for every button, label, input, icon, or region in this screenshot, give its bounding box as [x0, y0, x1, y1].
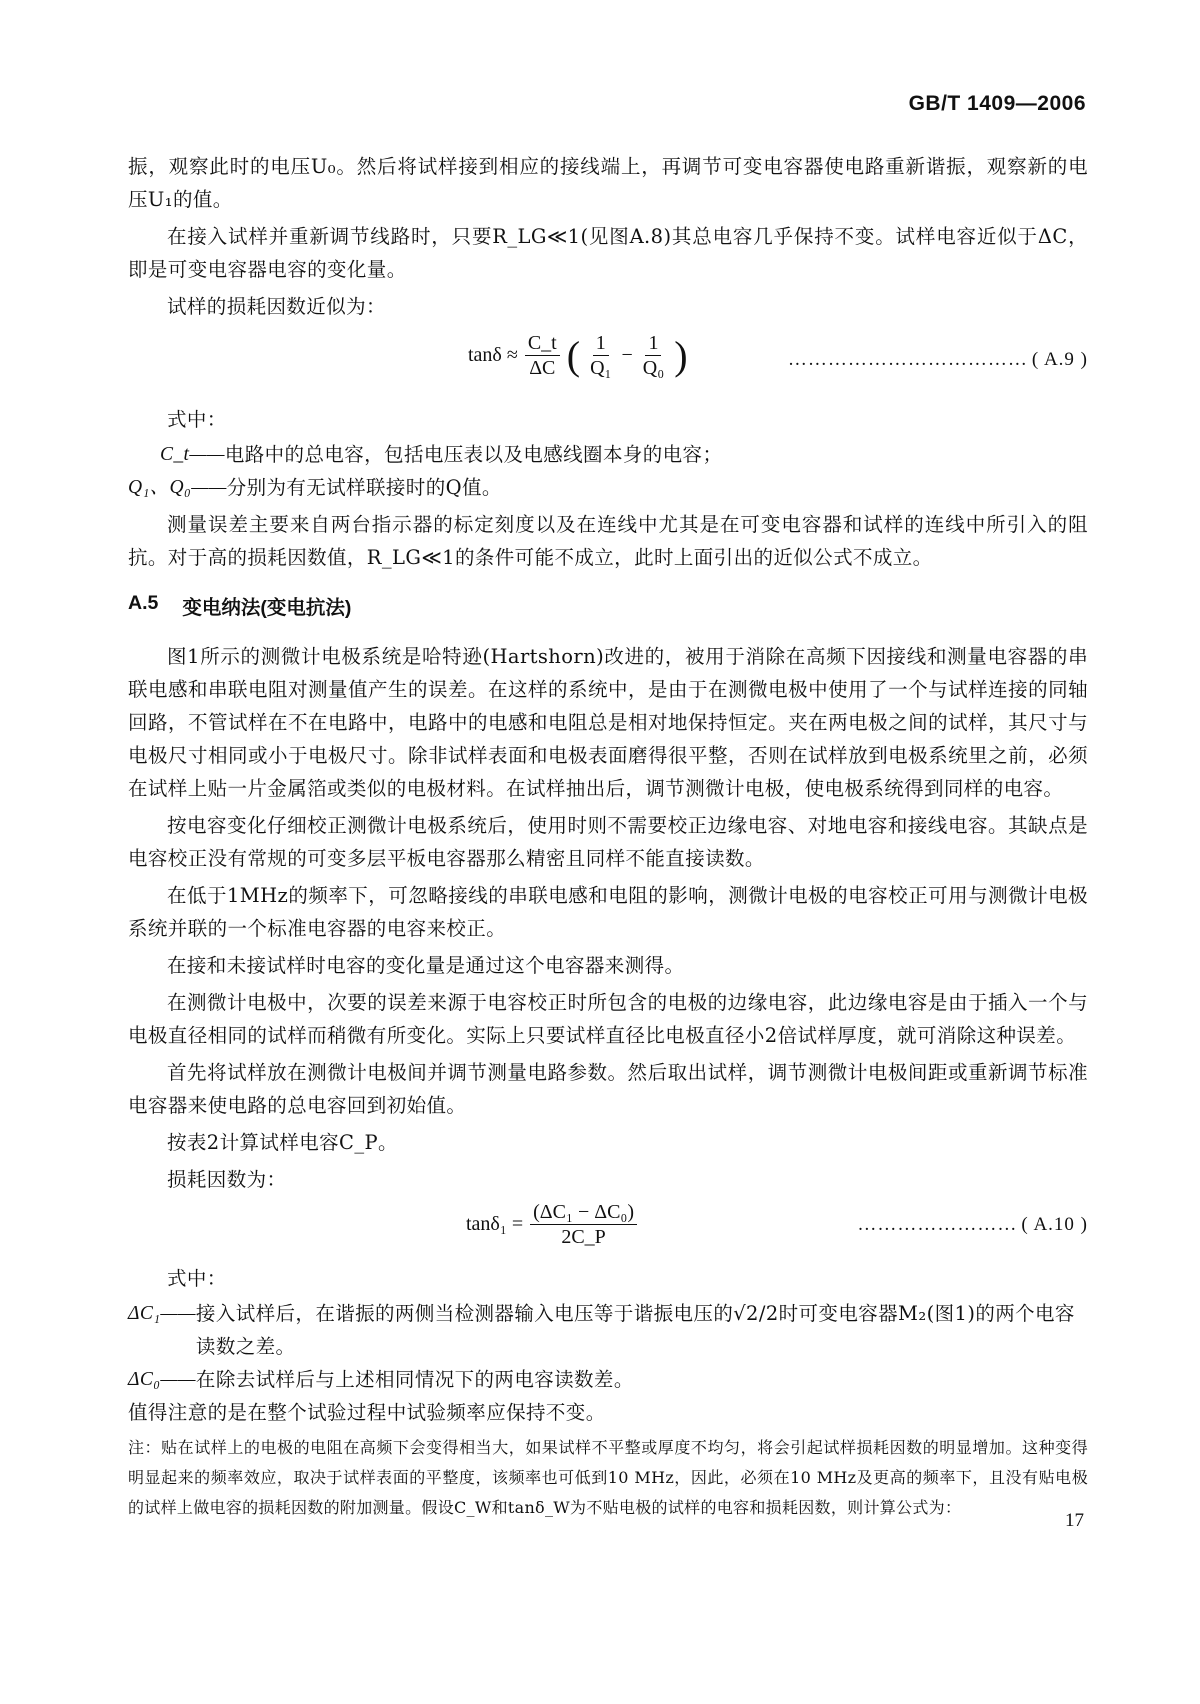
paragraph-measurement-error: 测量误差主要来自两台指示器的标定刻度以及在连线中尤其是在可变电容器和试样的连线中所引入的阻抗。对于高的损耗因数值，R_LG≪1的条件可能不成立，此时上面引出的近似公式不成立。	[128, 513, 1088, 569]
standard-code-header: GB/T 1409—2006	[908, 92, 1086, 115]
page-number: 17	[1065, 1510, 1084, 1531]
definition-dc0-term: ΔC₀——	[128, 1369, 196, 1390]
paragraph-loss-factor: 损耗因数为：	[167, 1168, 287, 1191]
paragraph-loss-intro: 试样的损耗因数近似为：	[167, 295, 386, 318]
definition-ct	[128, 438, 1088, 471]
paragraph-capacitance-change: 在接和未接试样时电容的变化量是通过这个电容器来测得。	[167, 954, 685, 977]
where-label-2: 式中：	[167, 1267, 227, 1290]
definition-dc0	[128, 1363, 1088, 1396]
equation-a10-lhs: tanδ₁ =	[466, 1213, 524, 1235]
definition-dc1	[128, 1297, 1088, 1363]
equation-a9-frac1	[525, 331, 560, 380]
equation-a9-frac2	[587, 331, 614, 380]
equation-a10-num: (ΔC₁ − ΔC₀)	[530, 1200, 637, 1225]
paragraph-table2: 按表2计算试样电容C_P。	[167, 1131, 398, 1154]
definition-q-desc: 分别为有无试样联接时的Q值。	[226, 476, 502, 499]
note-block	[128, 1433, 1088, 1523]
note-text: 贴在试样上的电极的电阻在高频下会变得相当大，如果试样不平整或厚度不均匀，将会引起试样损耗因数的明显增加。这种变得明显起来的频率效应，取决于试样表面的平整度，该频率也可低到10 MHz，因此，必须在10 MHz及更高的频率下，且没有贴电极的试样上做电容的损耗因数的附加测量。假设C_W和tanδ_W为不贴电极的试样的电容和损耗因数，则计算公式为：	[128, 1438, 1088, 1517]
equation-a9-frac3-num: 1	[645, 331, 661, 356]
paragraph-total-capacitance: 在接入试样并重新调节线路时，只要R_LG≪1(见图A.8)其总电容几乎保持不变。试样电容近似于ΔC，即是可变电容器电容的变化量。	[128, 225, 1088, 281]
definition-ct-desc: 电路中的总电容，包括电压表以及电感线圈本身的电容；	[224, 443, 723, 466]
equation-a9-frac1-num: C_t	[525, 331, 560, 356]
paragraph-procedure: 首先将试样放在测微计电极间并调节测量电路参数。然后取出试样，调节测微计电极间距或重新调节标准电容器来使电路的总电容回到初始值。	[128, 1061, 1088, 1117]
equation-a10-frac	[530, 1200, 637, 1249]
equation-a10-formula	[466, 1200, 640, 1249]
section-title: 变电纳法(变电抗法)	[182, 597, 352, 619]
equation-a9-frac2-num: 1	[593, 331, 609, 356]
paragraph-calibration: 按电容变化仔细校正测微计电极系统后，使用时则不需要校正边缘电容、对地电容和接线电容。其缺点是电容校正没有常规的可变多层平板电容器那么精密且同样不能直接读数。	[128, 814, 1088, 870]
definition-q	[128, 471, 1088, 504]
document-body	[128, 150, 1088, 1523]
paragraph-frequency-constant: 值得注意的是在整个试验过程中试验频率应保持不变。	[128, 1401, 606, 1424]
equation-a9-formula	[468, 331, 688, 380]
equation-a9-number-line	[788, 349, 1088, 371]
equation-a9-frac1-den: ΔC	[529, 357, 556, 379]
equation-a9	[128, 327, 1088, 397]
section-number: A.5	[128, 592, 159, 614]
paragraph-secondary-error: 在测微计电极中，次要的误差来源于电容校正时所包含的电极的边缘电容，此边缘电容是由于插入一个与电极直径相同的试样而稍微有所变化。实际上只要试样直径比电极直径小2倍试样厚度，就可消除这种误差。	[128, 991, 1088, 1047]
equation-a10-den: 2C_P	[561, 1226, 606, 1248]
equation-a10-dots: ……………………	[857, 1214, 1018, 1235]
equation-a10	[128, 1200, 1088, 1256]
equation-a9-open-paren: (	[566, 332, 581, 378]
equation-a9-minus: −	[621, 344, 633, 366]
definition-dc1-term: ΔC₁——	[128, 1303, 196, 1324]
definition-q-term: Q₁、Q₀——	[128, 477, 227, 498]
paragraph-hartshorn: 图1所示的测微计电极系统是哈特逊(Hartshorn)改进的，被用于消除在高频下因接线和测量电容器的串联电感和串联电阻对测量值产生的误差。在这样的系统中，是由于在测微电极中使用了一个与试样连接的同轴回路，不管试样在不在电路中，电路中的电感和电阻总是相对地保持恒定。夹在两电极之间的试样，其尺寸与电极尺寸相同或小于电极尺寸。除非试样表面和电极表面磨得很平整，否则在试样放到电极系统里之前，必须在试样上贴一片金属箔或类似的电极材料。在试样抽出后，调节测微计电极，使电极系统得到同样的电容。	[128, 645, 1088, 800]
definition-ct-term: C_t——	[160, 444, 225, 465]
definition-dc0-desc: 在除去试样后与上述相同情况下的两电容读数差。	[195, 1368, 634, 1391]
equation-a9-dots: ………………………………	[787, 349, 1028, 370]
equation-a9-frac3-den: Q₀	[642, 357, 665, 379]
paragraph-low-frequency: 在低于1MHz的频率下，可忽略接线的串联电感和电阻的影响，测微计电极的电容校正可用与测微计电极系统并联的一个标准电容器的电容来校正。	[128, 884, 1088, 940]
equation-a10-number: ( A.10 )	[1021, 1214, 1088, 1235]
note-label: 注：	[128, 1438, 162, 1457]
equation-a9-frac3	[640, 331, 667, 380]
where-label-1: 式中：	[167, 408, 227, 431]
paragraph-continuation: 振，观察此时的电压U₀。然后将试样接到相应的接线端上，再调节可变电容器使电路重新谐振，观察新的电压U₁的值。	[128, 155, 1088, 211]
definition-dc1-desc: 接入试样后，在谐振的两侧当检测器输入电压等于谐振电压的√2/2时可变电容器M₂(图1)的两个电容读数之差。	[195, 1302, 1075, 1358]
equation-a9-number: ( A.9 )	[1031, 349, 1088, 370]
equation-a9-close-paren: )	[674, 332, 688, 378]
equation-a10-number-line	[857, 1214, 1088, 1236]
equation-a9-lhs: tanδ ≈	[468, 344, 518, 366]
equation-a9-frac2-den: Q₁	[590, 357, 612, 379]
section-heading-a5	[128, 592, 1088, 620]
